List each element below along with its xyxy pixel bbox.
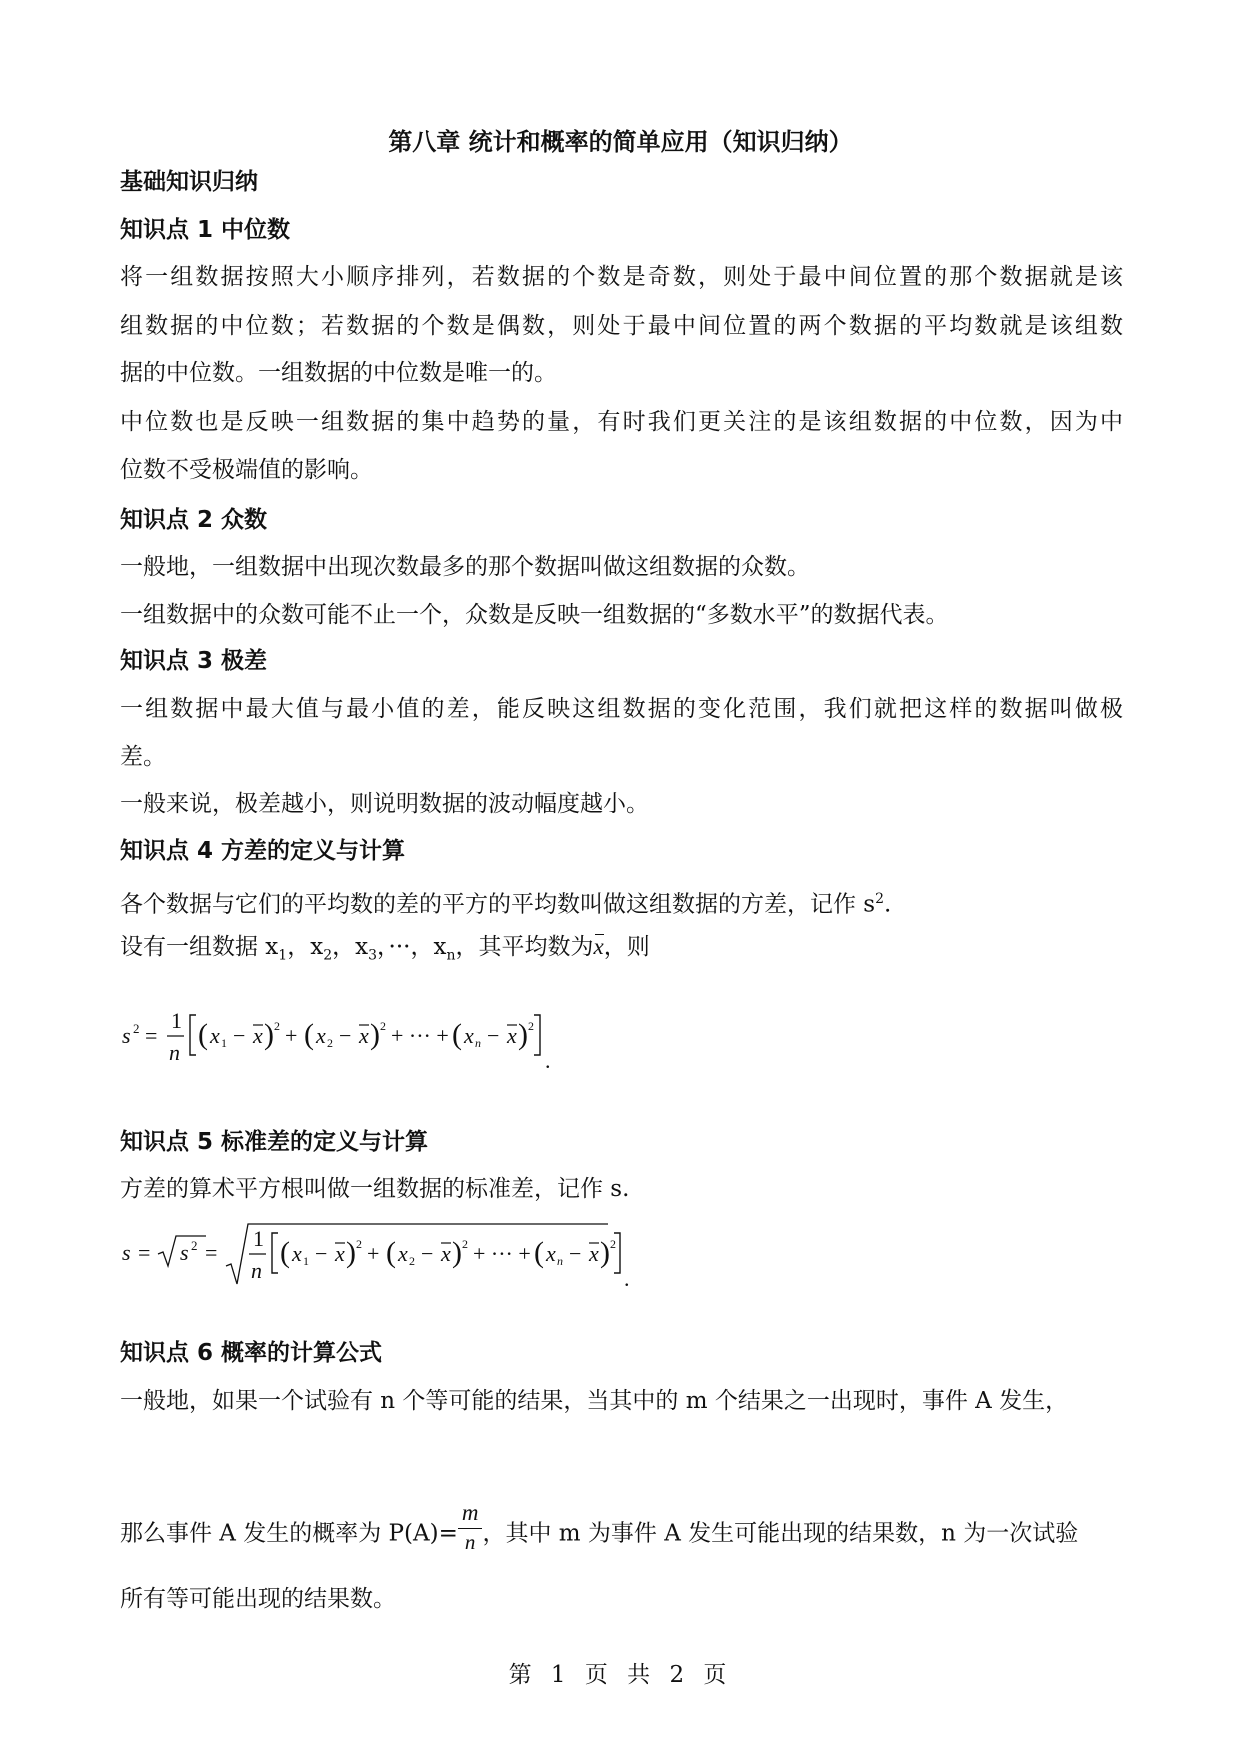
kp6-line-1: 一般地，如果一个试验有 n 个等可能的结果，当其中的 m 个结果之一出现时，事件 A 发生，: [120, 1388, 1069, 1414]
std-dev-formula: [118, 1218, 638, 1302]
svg-text:−: −: [569, 1241, 582, 1266]
svg-text:(: (: [452, 1018, 462, 1051]
svg-text:2: 2: [191, 1238, 198, 1253]
svg-text:x: x: [292, 1241, 302, 1266]
svg-text:2: 2: [356, 1237, 362, 1251]
kp6-line-3: 所有等可能出现的结果数。: [120, 1586, 396, 1612]
kp3-heading: 知识点 3 极差: [120, 648, 268, 674]
kp6-heading: 知识点 6 概率的计算公式: [120, 1340, 383, 1366]
kp4-heading: 知识点 4 方差的定义与计算: [120, 838, 406, 864]
svg-text:x: x: [253, 1023, 263, 1048]
kp2-line-2: 一组数据中的众数可能不止一个，众数是反映一组数据的“多数水平”的数据代表。: [120, 602, 949, 628]
svg-text:): ): [518, 1018, 528, 1051]
kp3-line-2: 差。: [120, 744, 166, 770]
svg-text:x: x: [316, 1023, 326, 1048]
svg-text:−: −: [487, 1023, 500, 1048]
svg-text:=: =: [145, 1023, 158, 1048]
svg-text:): ): [346, 1236, 356, 1269]
svg-text:n: n: [557, 1254, 563, 1268]
svg-text:x: x: [441, 1241, 451, 1266]
kp5-line-1: 方差的算术平方根叫做一组数据的标准差，记作 s.: [120, 1176, 630, 1202]
kp1-line-5: 位数不受极端值的影响。: [120, 457, 373, 483]
page-title: 第八章 统计和概率的简单应用（知识归纳）: [388, 128, 853, 156]
svg-text:.: .: [545, 1048, 551, 1073]
kp4-line-1: 各个数据与它们的平均数的差的平方的平均数叫做这组数据的方差，记作 $s^2$.: [120, 891, 892, 918]
svg-text:n: n: [475, 1036, 481, 1050]
svg-text:.: .: [624, 1266, 630, 1291]
svg-text:n: n: [251, 1258, 262, 1283]
kp3-line-3: 一般来说，极差越小，则说明数据的波动幅度越小。: [120, 791, 649, 817]
kp6-line-2: 那么事件 A 发生的概率为 P(A)= $\frac{m}{n}$ ，其中 m 为事件 A 发生可能出现的结果数，n 为一次试验: [120, 1500, 1079, 1554]
svg-text:x: x: [464, 1023, 474, 1048]
svg-text:−: −: [421, 1241, 434, 1266]
svg-text:2: 2: [380, 1019, 386, 1033]
svg-text:s: s: [122, 1240, 131, 1265]
kp2-heading: 知识点 2 众数: [120, 507, 268, 533]
kp1-line-1: 将一组数据按照大小顺序排列，若数据的个数是奇数，则处于最中间位置的那个数据就是该: [120, 264, 1123, 290]
svg-text:x: x: [398, 1241, 408, 1266]
kp1-heading: 知识点 1 中位数: [120, 217, 291, 243]
svg-text:2: 2: [409, 1254, 415, 1268]
svg-text:+ ··· +: + ··· +: [391, 1023, 449, 1048]
variance-formula: [118, 1000, 578, 1084]
svg-text:x: x: [335, 1241, 345, 1266]
probability-fraction: $\frac{m}{n}$: [458, 1498, 483, 1555]
svg-text:+: +: [285, 1023, 298, 1048]
svg-text:(: (: [386, 1236, 396, 1269]
svg-text:x: x: [546, 1241, 556, 1266]
svg-text:1: 1: [221, 1036, 227, 1050]
svg-text:+: +: [367, 1241, 380, 1266]
svg-text:2: 2: [133, 1021, 140, 1036]
svg-text:2: 2: [610, 1237, 616, 1251]
kp4-line-2: 设有一组数据 $x_1$，$x_2$，$x_3$，···，$x_n$，其平均数为x，则: [120, 934, 650, 964]
svg-text:x: x: [589, 1241, 599, 1266]
svg-text:−: −: [233, 1023, 246, 1048]
svg-text:): ): [370, 1018, 380, 1051]
svg-text:x: x: [359, 1023, 369, 1048]
svg-text:1: 1: [303, 1254, 309, 1268]
svg-text:2: 2: [327, 1036, 333, 1050]
svg-text:(: (: [280, 1236, 290, 1269]
svg-text:=: =: [138, 1240, 151, 1265]
svg-text:(: (: [304, 1018, 314, 1051]
svg-text:s: s: [180, 1240, 189, 1265]
kp2-line-1: 一般地，一组数据中出现次数最多的那个数据叫做这组数据的众数。: [120, 554, 810, 580]
svg-text:−: −: [339, 1023, 352, 1048]
svg-text:): ): [452, 1236, 462, 1269]
svg-text:s: s: [122, 1023, 131, 1048]
svg-text:=: =: [205, 1240, 218, 1265]
svg-text:1: 1: [171, 1008, 182, 1033]
svg-text:1: 1: [253, 1226, 264, 1251]
kp3-line-1: 一组数据中最大值与最小值的差，能反映这组数据的变化范围，我们就把这样的数据叫做极: [120, 696, 1123, 722]
kp1-line-4: 中位数也是反映一组数据的集中趋势的量，有时我们更关注的是该组数据的中位数，因为中: [120, 409, 1123, 435]
svg-text:n: n: [169, 1040, 180, 1065]
svg-text:2: 2: [528, 1019, 534, 1033]
svg-text:2: 2: [462, 1237, 468, 1251]
kp5-heading: 知识点 5 标准差的定义与计算: [120, 1129, 429, 1155]
svg-text:+ ··· +: + ··· +: [473, 1241, 531, 1266]
kp1-line-2: 组数据的中位数；若数据的个数是偶数，则处于最中间位置的两个数据的平均数就是该组数: [120, 313, 1123, 339]
section-heading: 基础知识归纳: [120, 169, 258, 195]
kp1-line-3: 据的中位数。一组数据的中位数是唯一的。: [120, 360, 557, 386]
page-footer: 第 1 页 共 2 页: [508, 1662, 733, 1688]
x-bar-symbol: x: [593, 932, 603, 962]
svg-text:(: (: [198, 1018, 208, 1051]
svg-text:2: 2: [274, 1019, 280, 1033]
svg-text:x: x: [507, 1023, 517, 1048]
svg-text:): ): [264, 1018, 274, 1051]
svg-text:−: −: [315, 1241, 328, 1266]
svg-text:x: x: [210, 1023, 220, 1048]
svg-text:): ): [600, 1236, 610, 1269]
svg-text:(: (: [534, 1236, 544, 1269]
